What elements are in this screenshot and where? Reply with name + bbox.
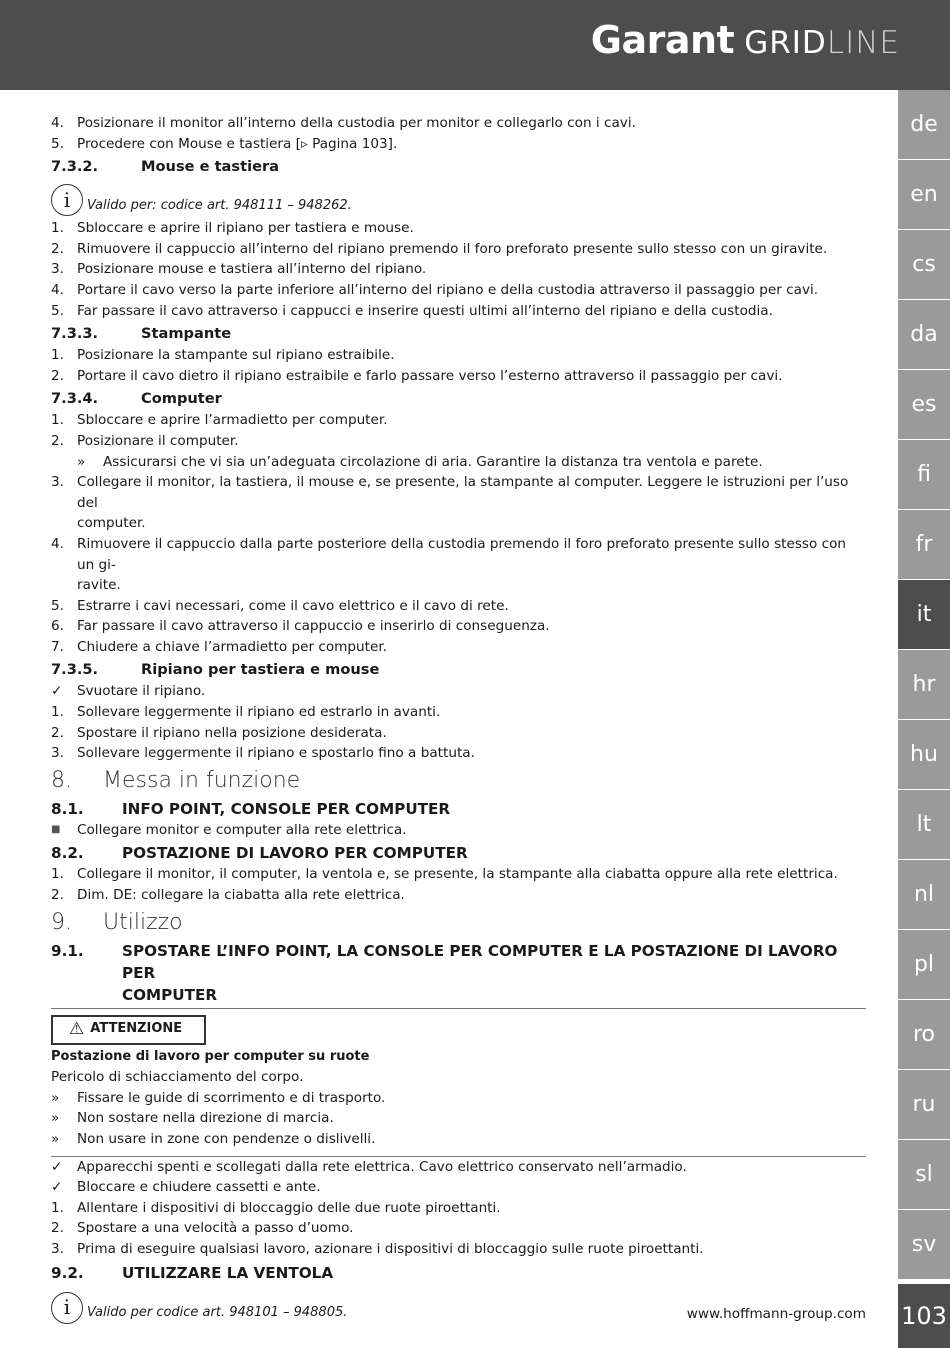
square-bullet-icon: ■ — [51, 823, 61, 835]
language-tab-da[interactable]: da — [898, 300, 950, 370]
section-heading: 7.3.4. Computer — [51, 390, 222, 408]
language-tab-fi[interactable]: fi — [898, 440, 950, 510]
preconditions — [51, 1157, 866, 1198]
page-number: 103 — [898, 1284, 950, 1348]
list-item: 2. Spostare il ripiano nella posizione desiderata. — [51, 724, 387, 741]
language-tab-ru[interactable]: ru — [898, 1070, 950, 1140]
list-item: 2. Posizionare il computer. — [51, 432, 239, 449]
language-tab-ro[interactable]: ro — [898, 1000, 950, 1070]
list-item: 5. Procedere con Mouse e tastiera [▹ Pagina 103]. — [51, 135, 398, 152]
intro-steps — [51, 113, 866, 154]
list-item: 4. Rimuovere il cappuccio dalla parte posteriore della custodia premendo il foro preforato presente sullo stesso con un gi- ravite. — [51, 535, 847, 594]
list-item: 2. Rimuovere il cappuccio all’interno del ripiano premendo il foro preforato presente sullo stesso con un giravite. — [51, 240, 828, 257]
chapter-heading: 9. Utilizzo — [51, 909, 183, 935]
computer-steps — [51, 410, 866, 657]
info-icon: i — [51, 1292, 83, 1324]
list-item: 5. Far passare il cavo attraverso i cappucci e inserire questi ultimi all’interno del ripiano e della custodia. — [51, 302, 773, 319]
list-item: 5. Estrarre i cavi necessari, come il cavo elettrico e il cavo di rete. — [51, 597, 509, 614]
list-item: 1. Sollevare leggermente il ripiano ed estrarlo in avanti. — [51, 704, 441, 721]
product-name-grid: GRID — [744, 25, 827, 61]
section-heading: 8.2. POSTAZIONE DI LAVORO PER COMPUTER — [51, 844, 468, 863]
list-item: 3. Collegare il monitor, la tastiera, il mouse e, se presente, la stampante al computer. Leggere le istruzioni per l’uso del computer. — [51, 474, 849, 532]
precondition: ✓ Svuotare il ripiano. — [51, 681, 866, 702]
warning-item: » Non usare in zone con pendenze o dislivelli. — [51, 1131, 376, 1147]
list-item: 2. Portare il cavo dietro il ripiano estraibile e farlo passare verso l’esterno attraverso il passaggio per cavi. — [51, 367, 783, 384]
list-item: 1. Sbloccare e aprire l’armadietto per computer. — [51, 412, 388, 429]
list-item: 3. Sollevare leggermente il ripiano e spostarlo fino a battuta. — [51, 745, 475, 762]
language-tab-de[interactable]: de — [898, 90, 950, 160]
printer-steps — [51, 345, 866, 386]
check-icon: ✓ — [51, 683, 63, 700]
list-sub-item: » Assicurarsi che vi sia un’adeguata circolazione di aria. Garantire la distanza tra ventola e parete. — [77, 453, 763, 470]
language-tab-nl[interactable]: nl — [898, 860, 950, 930]
language-tab-hr[interactable]: hr — [898, 650, 950, 720]
warning-items — [51, 1088, 866, 1150]
language-tab-en[interactable]: en — [898, 160, 950, 230]
document-body — [51, 113, 866, 1326]
language-tab-pl[interactable]: pl — [898, 930, 950, 1000]
precondition: ✓ Bloccare e chiudere cassetti e ante. — [51, 1179, 321, 1196]
warning-text: Pericolo di schiacciamento del corpo. — [51, 1069, 304, 1086]
language-tab-fr[interactable]: fr — [898, 510, 950, 580]
info-note: i Valido per: codice art. 948111 – 948262. — [51, 184, 866, 216]
language-tab-es[interactable]: es — [898, 370, 950, 440]
language-tab-hu[interactable]: hu — [898, 720, 950, 790]
language-tab-lt[interactable]: lt — [898, 790, 950, 860]
mouse-keyboard-steps — [51, 218, 866, 321]
section-heading: 7.3.3. Stampante — [51, 325, 232, 343]
footer-url: www.hoffmann-group.com — [686, 1306, 866, 1322]
workstation-steps — [51, 864, 866, 905]
language-tab-cs[interactable]: cs — [898, 230, 950, 300]
list-item: 2. Dim. DE: collegare la ciabatta alla rete elettrica. — [51, 887, 405, 904]
chapter-heading: 8. Messa in funzione — [51, 767, 301, 793]
brand-name: Garant — [590, 18, 735, 62]
list-item: 4. Portare il cavo verso la parte inferiore all’interno del ripiano e della custodia attraverso il passaggio per cavi. — [51, 281, 819, 298]
page-header — [0, 0, 950, 90]
language-tabs — [898, 90, 950, 1280]
list-item: ■ Collegare monitor e computer alla rete elettrica. — [51, 820, 866, 841]
moving-steps — [51, 1198, 866, 1260]
info-note: i Valido per codice art. 948101 – 948805. — [51, 1292, 866, 1324]
section-heading: 7.3.5. Ripiano per tastiera e mouse — [51, 661, 380, 679]
section-heading: 9.1. SPOSTARE L’INFO POINT, LA CONSOLE PER COMPUTER E LA POSTAZIONE DI LAVORO PER COMPUTER — [51, 941, 838, 1004]
language-tab-sv[interactable]: sv — [898, 1210, 950, 1280]
list-item: 3. Prima di eseguire qualsiasi lavoro, azionare i dispositivi di bloccaggio sulle ruote piroettanti. — [51, 1240, 704, 1257]
section-heading: 9.2. UTILIZZARE LA VENTOLA — [51, 1263, 334, 1282]
list-item: 2. Spostare a una velocità a passo d’uomo. — [51, 1220, 354, 1237]
brand-logo — [591, 18, 900, 62]
list-item: 7. Chiudere a chiave l’armadietto per computer. — [51, 638, 387, 655]
list-item: 1. Posizionare la stampante sul ripiano estraibile. — [51, 347, 395, 364]
list-item: 1. Collegare il monitor, il computer, la ventola e, se presente, la stampante alla ciabatta oppure alla rete elettrica. — [51, 866, 838, 883]
list-item: 6. Far passare il cavo attraverso il cappuccio e inserirlo di conseguenza. — [51, 618, 550, 635]
list-item: 4. Posizionare il monitor all’interno della custodia per monitor e collegarlo con i cavi. — [51, 115, 636, 131]
warning-label: ⚠ ATTENZIONE — [51, 1015, 206, 1045]
precondition: ✓ Apparecchi spenti e scollegati dalla rete elettrica. Cavo elettrico conservato nell’armadio. — [51, 1158, 687, 1175]
list-item: 1. Sbloccare e aprire il ripiano per tastiera e mouse. — [51, 220, 414, 237]
list-item: 1. Allentare i dispositivi di bloccaggio delle due ruote piroettanti. — [51, 1199, 501, 1216]
shelf-steps — [51, 702, 866, 764]
language-tab-sl[interactable]: sl — [898, 1140, 950, 1210]
warning-item: » Fissare le guide di scorrimento e di trasporto. — [51, 1089, 386, 1106]
info-icon: i — [51, 184, 83, 216]
divider — [51, 1008, 866, 1009]
product-name-line: LINE — [826, 25, 900, 61]
list-item: 3. Posizionare mouse e tastiera all’interno del ripiano. — [51, 261, 427, 278]
warning-title: Postazione di lavoro per computer su ruote — [51, 1048, 370, 1064]
section-heading: 8.1. INFO POINT, CONSOLE PER COMPUTER — [51, 799, 451, 818]
warning-icon: ⚠ — [69, 1019, 85, 1040]
section-heading: 7.3.2. Mouse e tastiera — [51, 158, 280, 176]
language-tab-it[interactable]: it — [898, 580, 950, 650]
warning-item: » Non sostare nella direzione di marcia. — [51, 1110, 334, 1127]
